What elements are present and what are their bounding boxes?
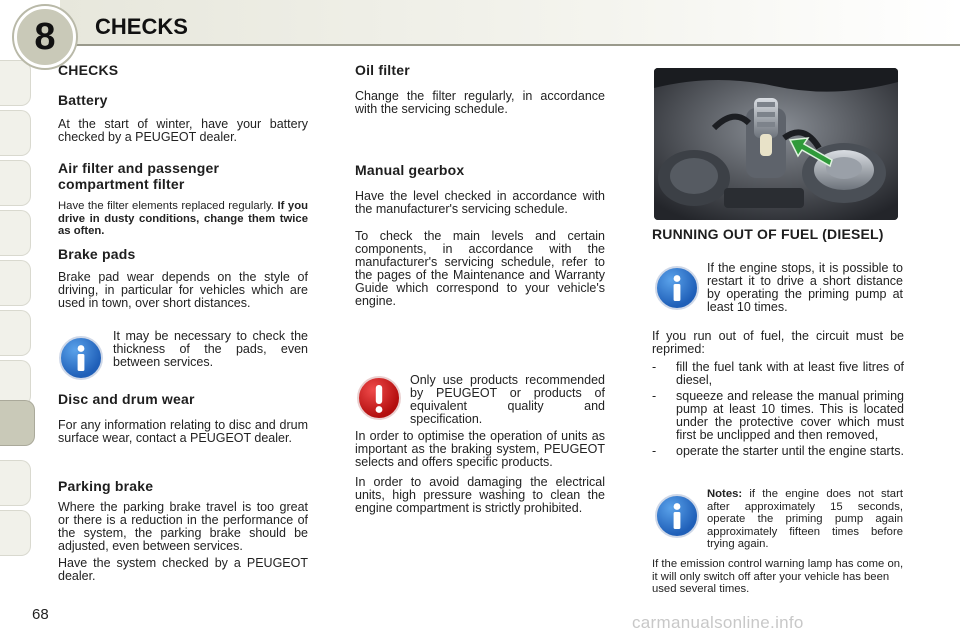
middle-column-lower bbox=[355, 430, 605, 515]
fuel-notes bbox=[707, 488, 903, 551]
watermark: carmanualsonline.info bbox=[632, 613, 804, 632]
chapter-tab-active[interactable] bbox=[0, 400, 35, 446]
oil-filter-text: Change the filter regularly, in accordance with the servicing schedule. bbox=[355, 89, 605, 116]
disc-drum-heading: Disc and drum wear bbox=[58, 391, 195, 407]
list-item: - squeeze and release the manual priming pump at least 10 times. This is located under the protective cover which must first be unclipped and then removed, bbox=[652, 390, 904, 442]
disc-drum-text: For any information relating to disc and drum surface wear, contact a PEUGEOT dealer. bbox=[58, 418, 308, 445]
chapter-tabs bbox=[0, 60, 32, 580]
chapter-badge bbox=[14, 6, 76, 68]
page-number: 68 bbox=[32, 606, 49, 623]
left-column-lower bbox=[58, 391, 308, 583]
chapter-number: 8 bbox=[34, 15, 56, 58]
notes-label: Notes: bbox=[707, 488, 743, 500]
fuel-info-note: If the engine stops, it is possible to restart it to drive a short distance by operating the priming pump at least 10 times. bbox=[707, 261, 903, 314]
chapter-tab[interactable] bbox=[0, 460, 31, 506]
left-column bbox=[58, 62, 308, 310]
oil-filter-heading: Oil filter bbox=[355, 62, 410, 78]
manual-gearbox-text-2: To check the main levels and certain components, in accordance with the manufacturer's servicing schedule, refer to the pages of the Maintenance and Warranty Guide which correspond to your vehicle's engine. bbox=[355, 229, 605, 308]
right-column-body bbox=[652, 330, 904, 461]
air-filter-text bbox=[58, 200, 308, 238]
list-item: - operate the starter until the engine starts. bbox=[652, 445, 904, 458]
fuel-heading: RUNNING OUT OF FUEL (DIESEL) bbox=[652, 226, 884, 242]
page-title: CHECKS bbox=[95, 14, 188, 39]
list-item: - fill the fuel tank with at least five litres of diesel, bbox=[652, 361, 904, 387]
manual-gearbox-heading: Manual gearbox bbox=[355, 162, 465, 178]
chapter-tab[interactable] bbox=[0, 60, 31, 106]
warning-note: Only use products recommended by PEUGEOT or products of equivalent quality and specification. bbox=[410, 373, 605, 426]
section-title: CHECKS bbox=[58, 62, 119, 78]
info-icon bbox=[655, 494, 699, 538]
header-background bbox=[60, 0, 960, 44]
warning-icon bbox=[357, 376, 401, 420]
chapter-tab[interactable] bbox=[0, 160, 31, 206]
brake-pads-heading: Brake pads bbox=[58, 245, 136, 262]
notes-text: if the engine does not start after approximately 15 seconds, operate the priming pump again approximately fifteen times before trying again. bbox=[707, 488, 903, 550]
emission-note: If the emission control warning lamp has come on, it will only switch off after your vehicle has been used several times. bbox=[652, 558, 904, 595]
brake-pads-info-note: It may be necessary to check the thickness of the pads, even between services. bbox=[113, 329, 308, 369]
parking-brake-text: Where the parking brake travel is too great or there is a reduction in the performance of the system, the parking brake should be adjusted, even between services. bbox=[58, 500, 308, 553]
battery-text: At the start of winter, have your battery checked by a PEUGEOT dealer. bbox=[58, 117, 308, 144]
chapter-tab[interactable] bbox=[0, 510, 31, 556]
air-filter-heading: Air filter and passenger compartment filter bbox=[58, 160, 220, 192]
battery-heading: Battery bbox=[58, 92, 108, 108]
fuel-intro: If you run out of fuel, the circuit must be reprimed: bbox=[652, 329, 904, 356]
parking-brake-text-2: Have the system checked by a PEUGEOT dealer. bbox=[58, 556, 308, 583]
chapter-tab[interactable] bbox=[0, 110, 31, 156]
warning-text-2: In order to avoid damaging the electrical units, high pressure washing to clean the engine compartment is strictly prohibited. bbox=[355, 475, 605, 515]
info-icon bbox=[59, 336, 103, 380]
manual-gearbox-text: Have the level checked in accordance with the manufacturer's servicing schedule. bbox=[355, 189, 605, 216]
air-filter-bold: If you drive in dusty conditions, change them twice as often. bbox=[58, 200, 308, 237]
parking-brake-heading: Parking brake bbox=[58, 478, 154, 494]
chapter-tab[interactable] bbox=[0, 310, 31, 356]
air-filter-body: Have the filter elements replaced regularly. bbox=[58, 200, 274, 212]
engine-illustration bbox=[654, 68, 898, 220]
warning-text: In order to optimise the operation of units as important as the braking system, PEUGEOT selects and offers specific products. bbox=[355, 429, 605, 469]
chapter-tab[interactable] bbox=[0, 210, 31, 256]
fuel-steps-list bbox=[652, 361, 904, 458]
engine-compartment-photo bbox=[654, 68, 898, 220]
right-column bbox=[652, 226, 906, 242]
chapter-tab[interactable] bbox=[0, 260, 31, 306]
info-icon bbox=[655, 266, 699, 310]
brake-pads-text: Brake pad wear depends on the style of driving, in particular for vehicles which are used in town, over short distances. bbox=[58, 269, 308, 310]
middle-column bbox=[355, 62, 605, 308]
header-rule bbox=[60, 44, 960, 46]
